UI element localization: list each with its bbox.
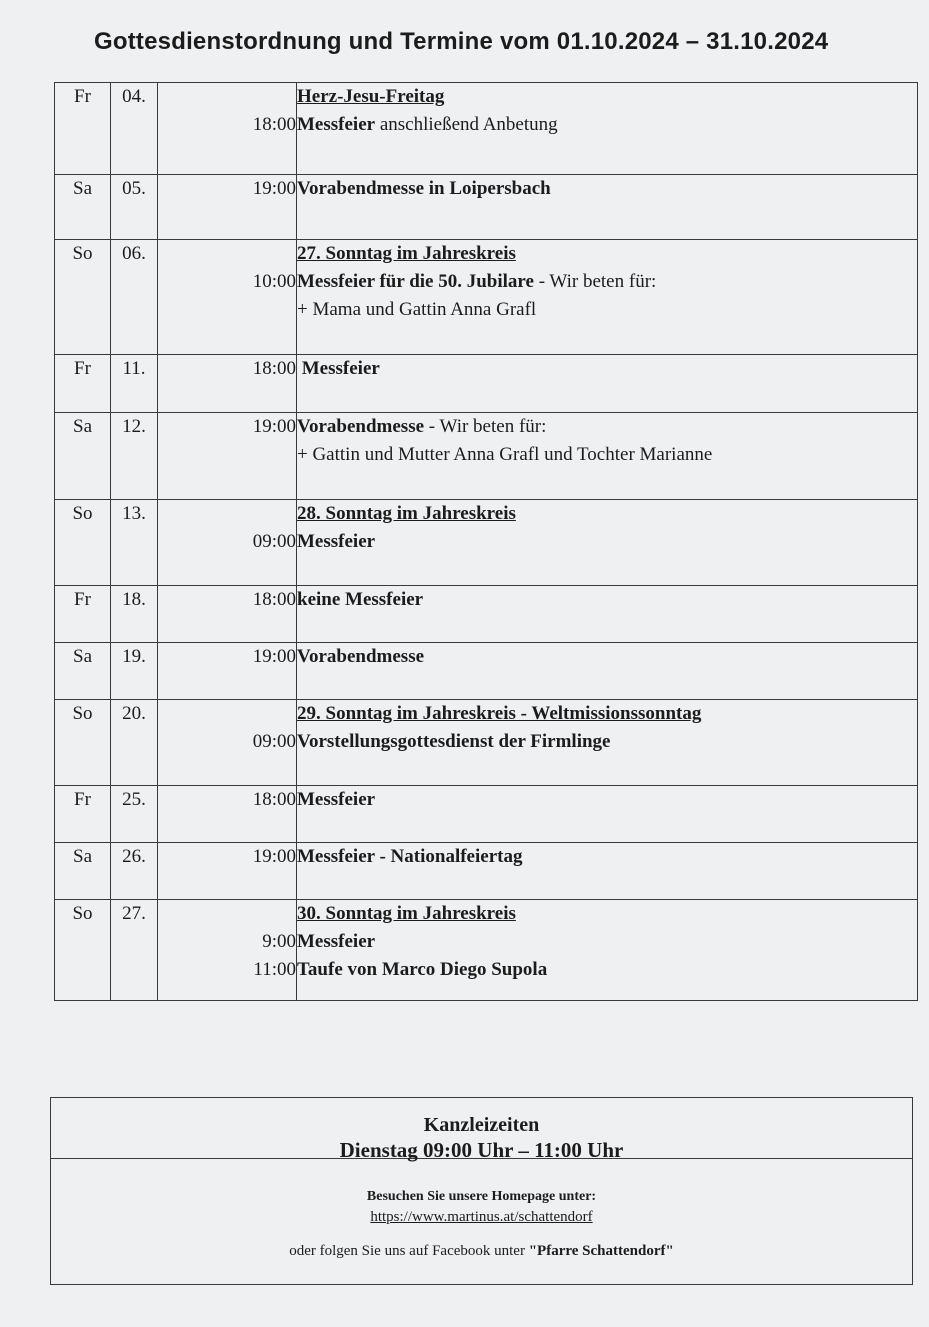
event-text: Vorabendmesse in Loipersbach: [297, 178, 551, 199]
event-line: [297, 728, 917, 756]
date-cell: 13.: [111, 500, 158, 586]
event-time: [158, 900, 296, 928]
schedule-row: [55, 843, 918, 900]
event-time: 19:00: [252, 646, 296, 667]
event-line: [297, 240, 917, 268]
event-cell: [297, 83, 918, 175]
facebook-prefix: oder folgen Sie uns auf Facebook unter: [289, 1243, 529, 1259]
time-cell: [158, 240, 297, 355]
event-cell: [297, 240, 918, 355]
event-text: + Gattin und Mutter Anna Grafl und Tochter Marianne: [297, 444, 713, 465]
event-text: - Wir beten für:: [424, 416, 547, 437]
time-cell: [158, 700, 297, 786]
date-cell: 12.: [111, 413, 158, 500]
weekday-cell: Sa: [55, 175, 111, 240]
event-heading: 30. Sonntag im Jahreskreis: [297, 903, 516, 924]
page-title: Gottesdienstordnung und Termine vom 01.10.2024 – 31.10.2024: [94, 28, 829, 55]
schedule-row: [55, 240, 918, 355]
time-cell: [158, 586, 297, 643]
weekday-cell: So: [55, 500, 111, 586]
event-text: keine Messfeier: [297, 589, 424, 610]
event-time: 18:00: [252, 114, 296, 135]
weekday-cell: Sa: [55, 843, 111, 900]
event-text: Messfeier für die 50. Jubilare: [297, 271, 534, 292]
event-cell: [297, 355, 918, 413]
schedule-row: [55, 900, 918, 1001]
event-time: 19:00: [252, 178, 296, 199]
event-text: Taufe von Marco Diego Supola: [297, 959, 548, 980]
weekday-cell: Fr: [55, 786, 111, 843]
event-time: 19:00: [252, 846, 296, 867]
event-text: Vorabendmesse: [297, 646, 425, 667]
event-time: 19:00: [252, 416, 296, 437]
event-time: 18:00: [252, 589, 296, 610]
event-time: 09:00: [252, 731, 296, 752]
event-cell: [297, 413, 918, 500]
event-heading: 28. Sonntag im Jahreskreis: [297, 503, 516, 524]
weekday-cell: Fr: [55, 355, 111, 413]
homepage-prompt: Besuchen Sie unsere Homepage unter:: [366, 1189, 597, 1204]
event-cell: [297, 175, 918, 240]
event-time: 09:00: [252, 531, 296, 552]
date-cell: 18.: [111, 586, 158, 643]
schedule-row: [55, 413, 918, 500]
event-line: [297, 586, 917, 614]
event-cell: [297, 586, 918, 643]
weekday-cell: So: [55, 240, 111, 355]
date-cell: 20.: [111, 700, 158, 786]
event-text: Messfeier: [297, 789, 376, 810]
event-cell: [297, 500, 918, 586]
facebook-note: [51, 1243, 912, 1260]
event-line: [297, 296, 917, 324]
time-cell: [158, 900, 297, 1001]
event-text: + Mama und Gattin Anna Grafl: [297, 299, 537, 320]
event-text: anschließend Anbetung: [375, 114, 558, 135]
office-hours-value: Dienstag 09:00 Uhr – 11:00 Uhr: [339, 1138, 624, 1162]
schedule-row: [55, 643, 918, 700]
schedule-row: [55, 355, 918, 413]
weekday-cell: So: [55, 700, 111, 786]
facebook-page-name: "Pfarre Schattendorf": [528, 1243, 674, 1259]
event-text: Messfeier: [297, 114, 376, 135]
date-cell: 19.: [111, 643, 158, 700]
event-line: [297, 786, 917, 814]
event-time: 10:00: [252, 271, 296, 292]
event-text: Messfeier: [297, 931, 376, 952]
event-time: [158, 83, 296, 111]
time-cell: [158, 643, 297, 700]
schedule-row: [55, 175, 918, 240]
time-cell: [158, 175, 297, 240]
event-line: [297, 500, 917, 528]
event-line: [297, 843, 917, 871]
homepage-link[interactable]: https://www.martinus.at/schattendorf: [370, 1209, 593, 1225]
footer-box: [50, 1097, 913, 1285]
event-line: [297, 111, 917, 139]
date-cell: 27.: [111, 900, 158, 1001]
date-cell: 06.: [111, 240, 158, 355]
event-time: 11:00: [253, 959, 296, 980]
event-line: [297, 441, 917, 469]
date-cell: 25.: [111, 786, 158, 843]
time-cell: [158, 355, 297, 413]
schedule-table: [54, 82, 918, 1001]
event-line: [297, 700, 917, 728]
event-cell: [297, 786, 918, 843]
event-time: [158, 441, 296, 469]
event-line: [297, 413, 917, 441]
event-cell: [297, 843, 918, 900]
event-heading: 27. Sonntag im Jahreskreis: [297, 243, 516, 264]
event-line: [297, 928, 917, 956]
time-cell: [158, 413, 297, 500]
event-time: 9:00: [262, 931, 296, 952]
event-cell: [297, 900, 918, 1001]
schedule-row: [55, 786, 918, 843]
date-cell: 11.: [111, 355, 158, 413]
time-cell: [158, 786, 297, 843]
event-line: [297, 643, 917, 671]
event-line: [297, 956, 917, 984]
time-cell: [158, 843, 297, 900]
event-text: - Wir beten für:: [533, 271, 657, 292]
event-line: [297, 268, 917, 296]
weekday-cell: Sa: [55, 643, 111, 700]
event-heading: Herz-Jesu-Freitag: [297, 86, 445, 107]
event-line: [297, 83, 917, 111]
weekday-cell: Fr: [55, 586, 111, 643]
weekday-cell: Sa: [55, 413, 111, 500]
event-line: [297, 900, 917, 928]
schedule-body: [55, 83, 918, 1001]
event-time: [158, 500, 296, 528]
event-time: [158, 700, 296, 728]
event-time: [158, 296, 296, 324]
time-cell: [158, 500, 297, 586]
office-hours-title: Kanzleizeiten: [423, 1114, 540, 1136]
event-text: Vorstellungsgottesdienst der Firmlinge: [297, 731, 611, 752]
schedule-row: [55, 83, 918, 175]
date-cell: 26.: [111, 843, 158, 900]
schedule-row: [55, 700, 918, 786]
event-time: 18:00: [252, 358, 296, 379]
time-cell: [158, 83, 297, 175]
event-cell: [297, 700, 918, 786]
contact-section: [51, 1159, 912, 1260]
office-hours-section: [51, 1098, 912, 1162]
event-time: 18:00: [252, 789, 296, 810]
weekday-cell: Fr: [55, 83, 111, 175]
event-time: [158, 240, 296, 268]
event-line: [297, 355, 917, 383]
weekday-cell: So: [55, 900, 111, 1001]
event-line: [297, 528, 917, 556]
schedule-row: [55, 586, 918, 643]
event-heading: 29. Sonntag im Jahreskreis - Weltmissionssonntag: [297, 703, 702, 724]
event-text: Vorabendmesse: [297, 416, 425, 437]
schedule-row: [55, 500, 918, 586]
date-cell: 04.: [111, 83, 158, 175]
date-cell: 05.: [111, 175, 158, 240]
event-text: Messfeier: [297, 531, 376, 552]
event-cell: [297, 643, 918, 700]
event-text: Messfeier: [297, 358, 380, 379]
event-text: Messfeier - Nationalfeiertag: [297, 846, 523, 867]
event-line: [297, 175, 917, 203]
